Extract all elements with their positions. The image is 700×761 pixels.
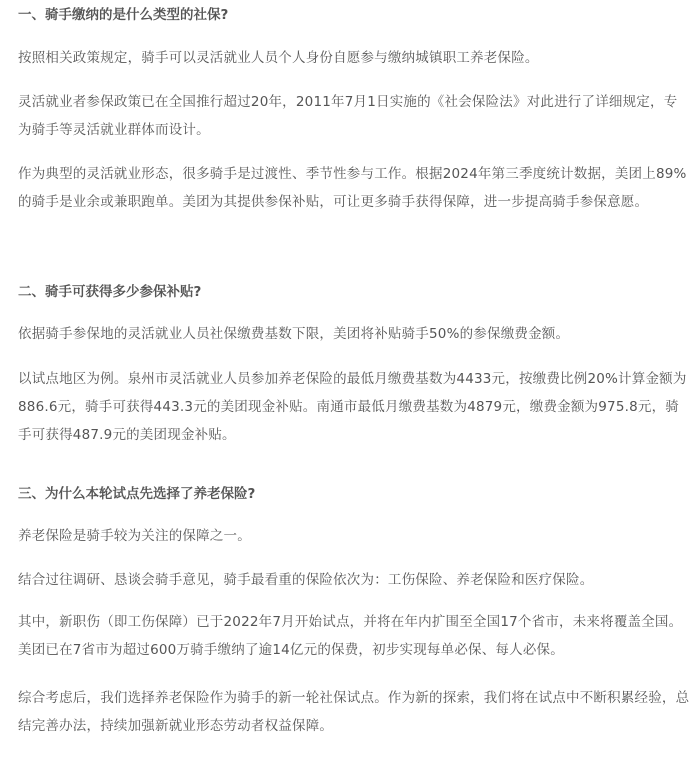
section-2-paragraph-2: 以试点地区为例。泉州市灵活就业人员参加养老保险的最低月缴费基数为4433元，按缴费比例20%计算金额为886.6元，骑手可获得443.3元的美团现金补贴。南通市最低月缴费基数为4879元，缴费金额为975.8元，骑手可获得487.9元的美团现金补贴。 — [18, 371, 687, 443]
section-3-paragraph-4: 综合考虑后，我们选择养老保险作为骑手的新一轮社保试点。作为新的探索，我们将在试点中不断积累经验，总结完善办法，持续加强新就业形态劳动者权益保障。 — [18, 690, 690, 734]
section-1-paragraph-1: 按照相关政策规定，骑手可以灵活就业人员个人身份自愿参与缴纳城镇职工养老保险。 — [18, 50, 539, 66]
section-1-paragraph-2: 灵活就业者参保政策已在全国推行超过20年，2011年7月1日实施的《社会保险法》对此进行了详细规定，专为骑手等灵活就业群体而设计。 — [18, 94, 678, 138]
section-3-paragraph-3: 其中，新职伤（即工伤保障）已于2022年7月开始试点，并将在年内扩围至全国17个省市，未来将覆盖全国。美团已在7省市为超过600万骑手缴纳了逾14亿元的保费，初步实现每单必保、每人必保。 — [18, 614, 683, 658]
section-1-paragraph-3: 作为典型的灵活就业形态，很多骑手是过渡性、季节性参与工作。根据2024年第三季度统计数据，美团上89%的骑手是业余或兼职跑单。美团为其提供参保补贴，可让更多骑手获得保障，进一步提高骑手参保意愿。 — [18, 166, 687, 210]
section-3-paragraph-1: 养老保险是骑手较为关注的保障之一。 — [18, 528, 251, 544]
section-2-paragraph-1: 依据骑手参保地的灵活就业人员社保缴费基数下限，美团将补贴骑手50%的参保缴费金额。 — [18, 326, 570, 342]
section-heading-1: 一、骑手缴纳的是什么类型的社保? — [18, 7, 229, 23]
section-heading-2: 二、骑手可获得多少参保补贴? — [18, 284, 202, 300]
section-3-paragraph-2: 结合过往调研、恳谈会骑手意见，骑手最看重的保险依次为：工伤保险、养老保险和医疗保险。 — [18, 572, 594, 588]
section-heading-3: 三、为什么本轮试点先选择了养老保险? — [18, 486, 256, 502]
